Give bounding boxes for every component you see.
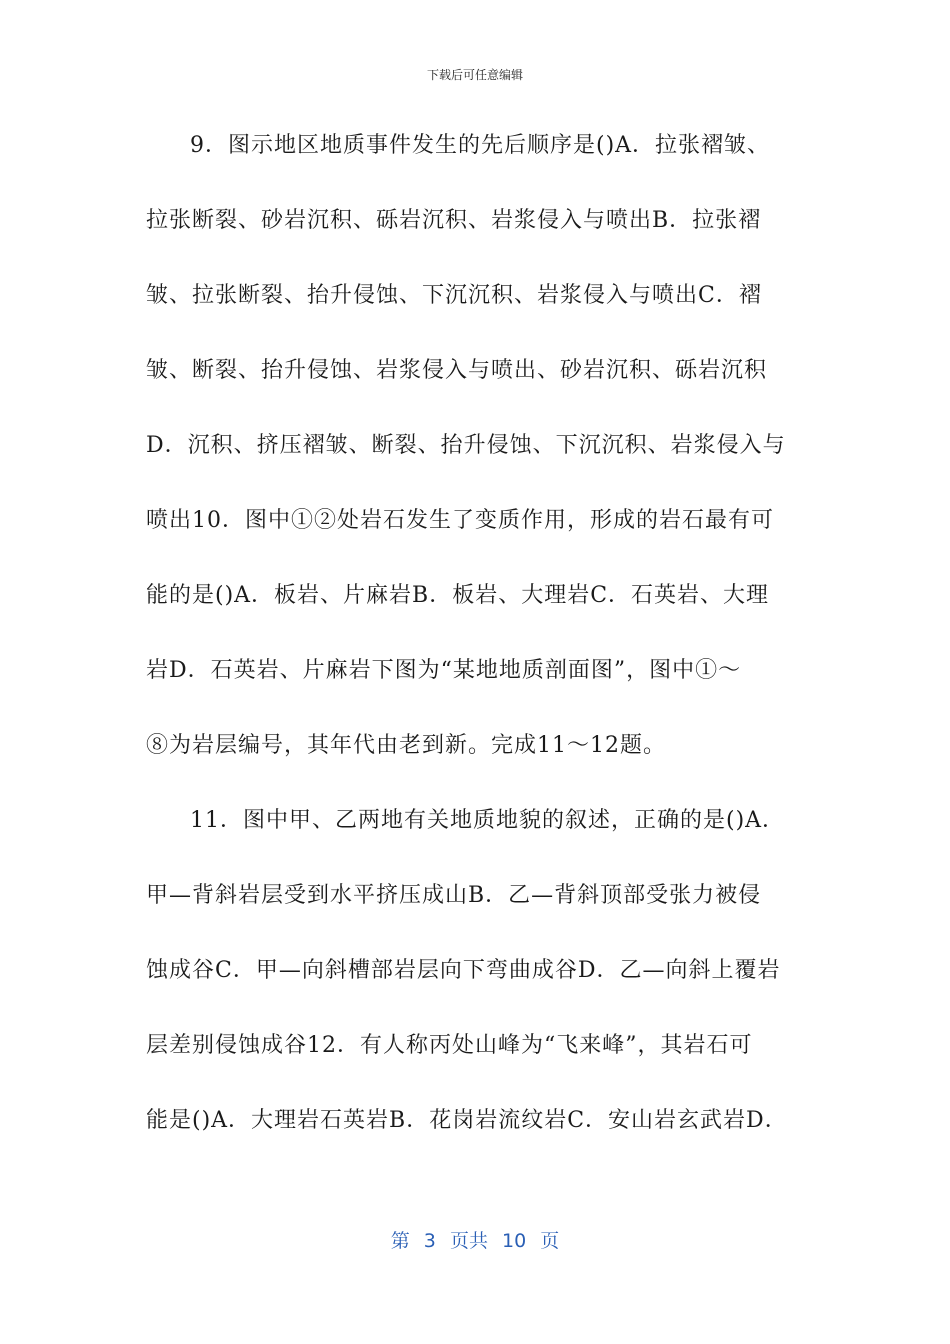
text-line-13: 层差别侵蚀成谷12．有人称丙处山峰为“飞来峰”，其岩石可 [146, 1033, 753, 1058]
text-line-5: D．沉积、挤压褶皱、断裂、抬升侵蚀、下沉沉积、岩浆侵入与 [146, 433, 786, 458]
text-line-2: 拉张断裂、砂岩沉积、砾岩沉积、岩浆侵入与喷出B．拉张褶 [146, 208, 762, 233]
text-line-3: 皱、拉张断裂、抬升侵蚀、下沉沉积、岩浆侵入与喷出C．褶 [146, 283, 762, 308]
document-body [146, 128, 806, 1178]
text-line-1: 9．图示地区地质事件发生的先后顺序是()A．拉张褶皱、 [190, 133, 771, 158]
text-line-14: 能是()A．大理岩石英岩B．花岗岩流纹岩C．安山岩玄武岩D． [146, 1108, 788, 1133]
page-footer [0, 1226, 950, 1253]
text-line-6: 喷出10．图中①②处岩石发生了变质作用，形成的岩石最有可 [146, 508, 774, 533]
page-total-number: 10 [502, 1230, 527, 1252]
text-line-9: ⑧为岩层编号，其年代由老到新。完成11～12题。 [146, 733, 666, 758]
text-line-4: 皱、断裂、抬升侵蚀、岩浆侵入与喷出、砂岩沉积、砾岩沉积 [146, 358, 768, 383]
text-line-7: 能的是()A．板岩、片麻岩B．板岩、大理岩C．石英岩、大理 [146, 583, 770, 608]
page-suffix: 页 [540, 1230, 560, 1252]
page-prefix: 第 [390, 1230, 410, 1252]
text-line-8: 岩D．石英岩、片麻岩下图为“某地地质剖面图”，图中①～ [146, 658, 742, 683]
text-line-11: 甲—背斜岩层受到水平挤压成山B．乙—背斜顶部受张力被侵 [146, 883, 762, 908]
page-middle: 页共 [449, 1230, 488, 1252]
page-current-number: 3 [423, 1230, 436, 1252]
page-header-note: 下载后可任意编辑 [426, 68, 523, 82]
text-line-12: 蚀成谷C．甲—向斜槽部岩层向下弯曲成谷D．乙—向斜上覆岩 [146, 958, 781, 983]
text-line-10: 11．图中甲、乙两地有关地质地貌的叙述，正确的是()A． [190, 808, 786, 833]
